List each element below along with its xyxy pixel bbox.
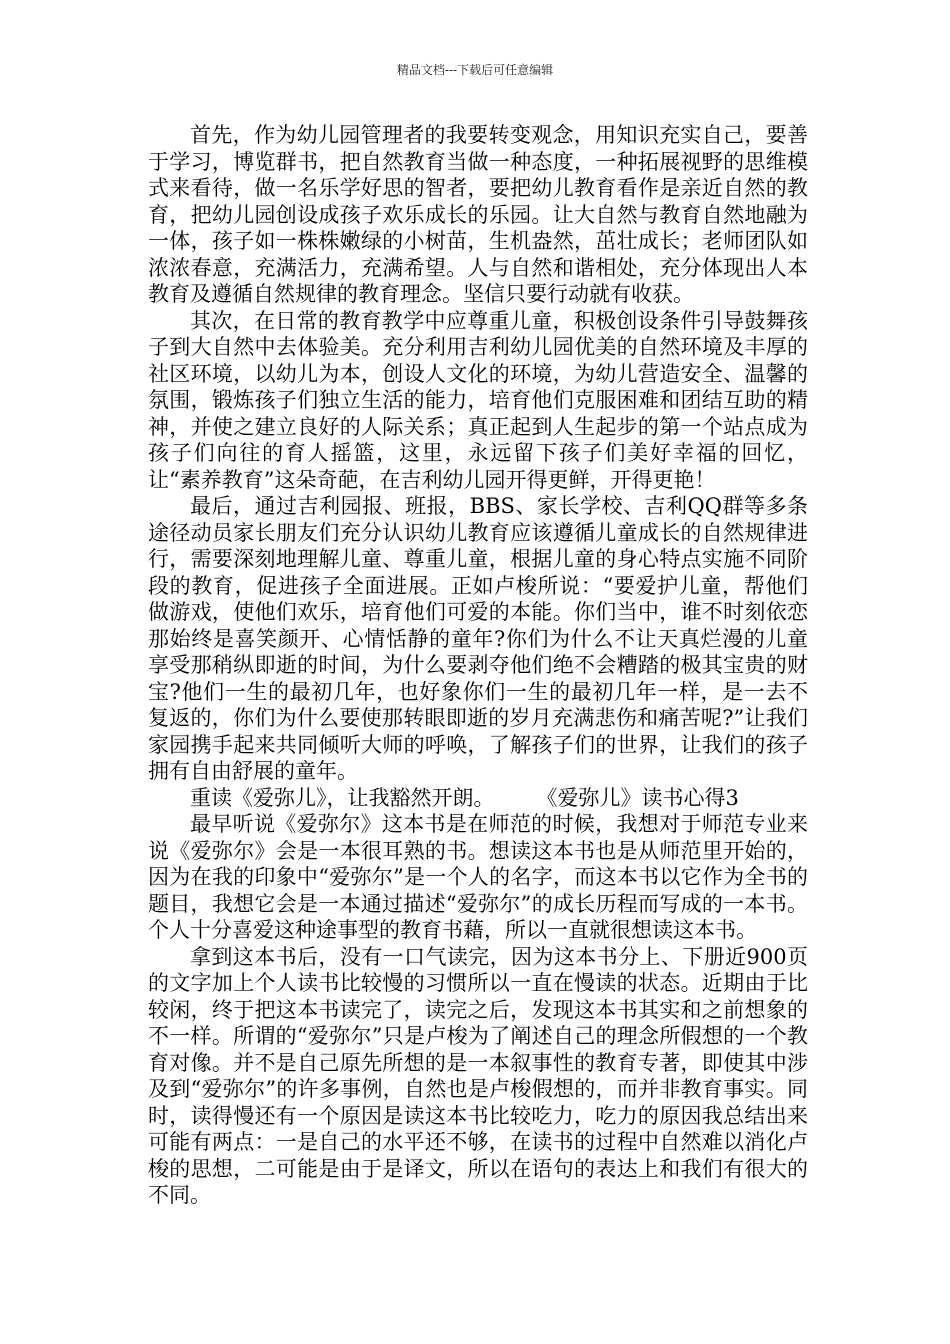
paragraph-3: 最后，通过吉利园报、班报，BBS、家长学校、吉利QQ群等多条途径动员家长朋友们充分认识幼儿教育应该遵循儿童成长的自然规律进行，需要深刻地理解儿童、尊重儿童，根据儿童的身心特点实施不同阶段的教育，促进孩子全面进展。正如卢梭所说：“要爱护儿童，帮他们做游戏，使他们欢乐，培育他们可爱的本能。你们当中，谁不时刻依恋那始终是喜笑颜开、心情恬静的童年?你们为什么不让天真烂漫的儿童享受那稍纵即逝的时间，为什么要剥夺他们绝不会糟踏的极其宝贵的财宝?他们一生的最初几年，也好象你们一生的最初几年一样，是一去不复返的，你们为什么要使那转眼即逝的岁月充满悲伤和痛苦呢?”让我们家园携手起来共同倾听大师的呼唤，了解孩子们的世界，让我们的孩子拥有自由舒展的童年。 (148, 494, 808, 783)
paragraph-4: 重读《爱弥儿》，让我豁然开朗。 《爱弥儿》读书心得3 (190, 785, 739, 810)
page-header: 精品文档---下载后可任意编辑 (396, 63, 554, 77)
paragraph-1: 首先，作为幼儿园管理者的我要转变观念，用知识充实自己，要善于学习，博览群书，把自然教育当做一种态度，一种拓展视野的思维模式来看待，做一名乐学好思的智者，要把幼儿教育看作是亲近自然的教育，把幼儿园创设成孩子欢乐成长的乐园。让大自然与教育自然地融为一体，孩子如一株株嫩绿的小树苗，生机盎然，茁壮成长；老师团队如浓浓春意，充满活力，充满希望。人与自然和谐相处，充分体现出人本教育及遵循自然规律的教育理念。坚信只要行动就有收获。 (148, 123, 808, 306)
document-body (148, 122, 808, 1209)
paragraph-2: 其次，在日常的教育教学中应尊重儿童，积极创设条件引导鼓舞孩子到大自然中去体验美。充分利用吉利幼儿园优美的自然环境及丰厚的社区环境，以幼儿为本，创设人文化的环境，为幼儿营造安全、温馨的氛围，锻炼孩子们独立生活的能力，培育他们克服困难和团结互助的精神，并使之建立良好的人际关系；真正起到人生起步的第一个站点成为孩子们向往的育人摇篮，这里，永远留下孩子们美好幸福的回忆，让“素养教育”这朵奇葩，在吉利幼儿园开得更鲜，开得更艳！ (148, 308, 808, 492)
paragraph-6: 拿到这本书后，没有一口气读完，因为这本书分上、下册近900页的文字加上个人读书比较慢的习惯所以一直在慢读的状态。近期由于比较闲，终于把这本书读完了，读完之后，发现这本书其实和之前想象的不一样。所谓的“爱弥尔”只是卢梭为了阐述自己的理念所假想的一个教育对像。并不是自己原先所想的是一本叙事性的教育专著，即使其中涉及到“爱弥尔”的许多事例，自然也是卢梭假想的，而并非教育事实。同时，读得慢还有一个原因是读这本书比较吃力，吃力的原因我总结出来可能有两点：一是自己的水平还不够，在读书的过程中自然难以消化卢梭的思想，二可能是由于是译文，所以在语句的表达上和我们有很大的不同。 (148, 944, 808, 1207)
paragraph-5: 最早听说《爱弥尔》这本书是在师范的时候，我想对于师范专业来说《爱弥尔》会是一本很耳熟的书。想读这本书也是从师范里开始的，因为在我的印象中“爱弥尔”是一个人的名字，而这本书以它作为全书的题目，我想它会是一本通过描述“爱弥尔”的成长历程而写成的一本书。个人十分喜爱这种途事型的教育书藉，所以一直就很想读这本书。 (148, 812, 808, 942)
